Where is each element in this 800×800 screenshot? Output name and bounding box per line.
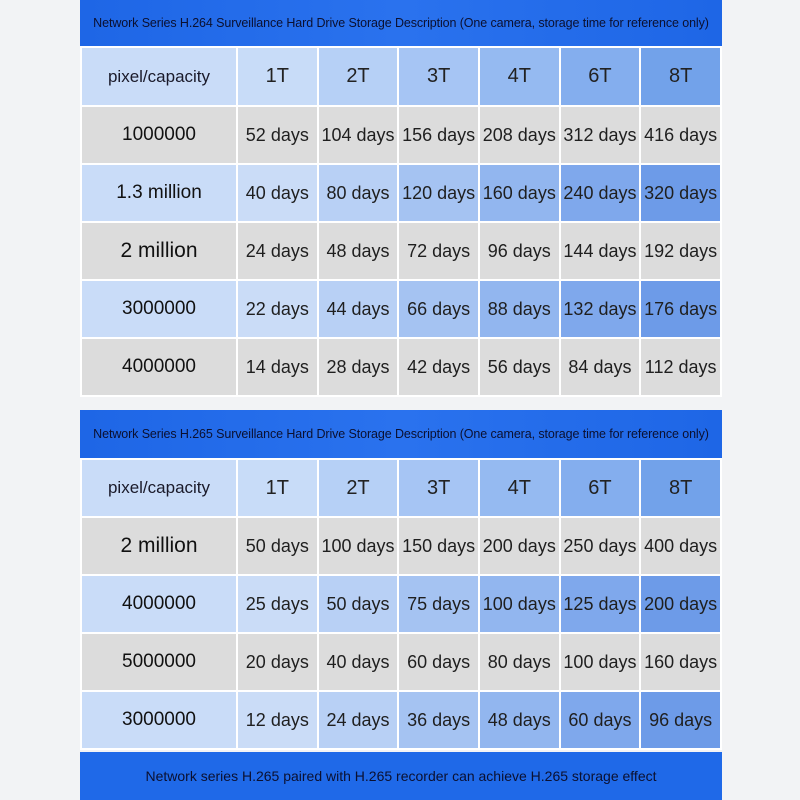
table-row [82,692,720,748]
corner-label: pixel/capacity [82,460,236,516]
row-label: 4000000 [82,339,236,395]
table-cell: 96 days [641,692,720,748]
table-cell: 25 days [238,576,317,632]
table-cell: 416 days [641,107,720,163]
table-cell: 125 days [561,576,640,632]
h264-title-banner [80,0,722,46]
row-label: 5000000 [82,634,236,690]
row-label: 2 million [82,223,236,279]
h264-panel [80,0,722,397]
table-cell: 52 days [238,107,317,163]
table-cell: 28 days [319,339,398,395]
table-cell: 112 days [641,339,720,395]
table-row [82,634,720,690]
capacity-8t: 8T [641,48,720,105]
table-cell: 80 days [319,165,398,221]
table-cell: 250 days [561,518,640,574]
row-label: 4000000 [82,576,236,632]
capacity-3t: 3T [399,460,478,516]
h265-storage-table [80,458,722,750]
table-cell: 60 days [399,634,478,690]
table-row [82,165,720,221]
table-cell: 160 days [480,165,559,221]
capacity-1t: 1T [238,48,317,105]
table-cell: 40 days [238,165,317,221]
table-cell: 22 days [238,281,317,337]
h264-header-row [82,48,720,105]
table-cell: 24 days [238,223,317,279]
capacity-4t: 4T [480,460,559,516]
table-cell: 56 days [480,339,559,395]
table-cell: 100 days [561,634,640,690]
table-cell: 208 days [480,107,559,163]
table-cell: 50 days [319,576,398,632]
table-cell: 240 days [561,165,640,221]
table-cell: 200 days [641,576,720,632]
capacity-4t: 4T [480,48,559,105]
h265-panel [80,410,722,750]
table-row [82,518,720,574]
table-row [82,107,720,163]
row-label: 1.3 million [82,165,236,221]
table-cell: 14 days [238,339,317,395]
table-cell: 320 days [641,165,720,221]
table-cell: 192 days [641,223,720,279]
table-cell: 96 days [480,223,559,279]
h265-header-row [82,460,720,516]
h264-title: Network Series H.264 Surveillance Hard Drive Storage Description (One camera, storage time for reference only) [93,16,709,30]
table-cell: 44 days [319,281,398,337]
table-cell: 312 days [561,107,640,163]
table-row [82,223,720,279]
capacity-1t: 1T [238,460,317,516]
table-cell: 160 days [641,634,720,690]
table-cell: 66 days [399,281,478,337]
table-row [82,576,720,632]
table-cell: 40 days [319,634,398,690]
table-cell: 88 days [480,281,559,337]
row-label: 1000000 [82,107,236,163]
capacity-2t: 2T [319,48,398,105]
table-cell: 176 days [641,281,720,337]
row-label: 3000000 [82,281,236,337]
table-cell: 104 days [319,107,398,163]
corner-label: pixel/capacity [82,48,236,105]
h265-title-banner [80,410,722,458]
capacity-3t: 3T [399,48,478,105]
table-cell: 48 days [480,692,559,748]
table-cell: 84 days [561,339,640,395]
table-cell: 36 days [399,692,478,748]
row-label: 2 million [82,518,236,574]
table-cell: 200 days [480,518,559,574]
table-cell: 50 days [238,518,317,574]
table-cell: 144 days [561,223,640,279]
table-cell: 12 days [238,692,317,748]
table-cell: 120 days [399,165,478,221]
table-cell: 150 days [399,518,478,574]
table-cell: 72 days [399,223,478,279]
table-cell: 42 days [399,339,478,395]
table-cell: 60 days [561,692,640,748]
table-row [82,281,720,337]
table-cell: 100 days [319,518,398,574]
table-cell: 24 days [319,692,398,748]
table-row [82,339,720,395]
capacity-6t: 6T [561,460,640,516]
capacity-8t: 8T [641,460,720,516]
capacity-6t: 6T [561,48,640,105]
table-cell: 156 days [399,107,478,163]
h265-title: Network Series H.265 Surveillance Hard Drive Storage Description (One camera, storage time for reference only) [93,427,709,441]
footer-banner [80,752,722,800]
table-cell: 132 days [561,281,640,337]
table-cell: 80 days [480,634,559,690]
table-cell: 75 days [399,576,478,632]
table-cell: 100 days [480,576,559,632]
table-cell: 20 days [238,634,317,690]
table-cell: 48 days [319,223,398,279]
row-label: 3000000 [82,692,236,748]
table-cell: 400 days [641,518,720,574]
footer-note: Network series H.265 paired with H.265 recorder can achieve H.265 storage effect [145,768,657,784]
capacity-2t: 2T [319,460,398,516]
h264-storage-table [80,46,722,397]
